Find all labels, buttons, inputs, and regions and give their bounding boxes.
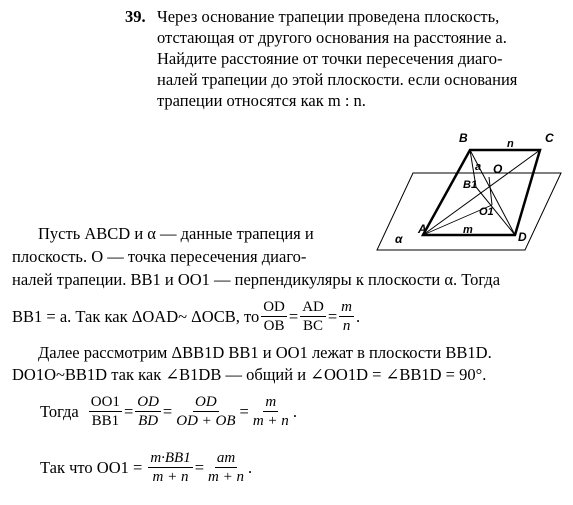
so-label: Так что OO1 =	[40, 457, 143, 477]
fraction-m-n: $\frac{m}{n}$	[341, 299, 353, 334]
problem-line-1: Через основание трапеции проведена плоскость,	[157, 7, 500, 26]
label-m: m	[463, 224, 473, 236]
solution-line-2: плоскость. O — точка пересечения диаго-	[12, 247, 307, 266]
label-c: C	[545, 131, 554, 145]
equation-so: Так что OO1 = $\frac{m\cdot BB1}{m + n}$ = $\frac{am}{m + n}$ .	[40, 450, 253, 485]
label-b: B	[459, 131, 468, 145]
problem-line-5: трапеции относятся как m : n.	[157, 91, 366, 110]
label-b1: B1	[463, 179, 478, 191]
label-a: a	[475, 161, 482, 173]
fraction-m-mn: $\frac{m}{m + n}$	[252, 394, 289, 429]
equation-then: Тогда $\frac{OO1}{BB1}$ = $\frac{OD}{BD}$ = $\frac{OD}{OD + OB}$ = $\frac{m}{m + n}$ .	[40, 394, 297, 429]
label-n: n	[507, 138, 514, 150]
solution-line-5: Далее рассмотрим ΔBB1D BB1 и OO1 лежат в плоскости BB1D.	[38, 343, 492, 362]
problem-line-2: отстающая от другого основания на расстояние a.	[157, 28, 507, 47]
label-d: D	[518, 230, 527, 244]
solution-line-1: Пусть ABCD и α — данные трапеция и	[38, 224, 314, 243]
label-o: O	[493, 162, 503, 176]
solution-line-4: BB1 = a. Так как ΔOAD~ ΔOCB, то $\frac{OD}{OB}$ = $\frac{AD}{BC}$ = $\frac{m}{n}$ .	[12, 299, 361, 334]
fraction-od-odob: $\frac{OD}{OD + OB}$	[176, 394, 236, 429]
fraction-od-bd: $\frac{OD}{BD}$	[137, 394, 159, 429]
solution-line-3: налей трапеции. BB1 и OO1 — перпендикуляры к плоскости α. Тогда	[12, 270, 501, 289]
fraction-oo1-bb1: $\frac{OO1}{BB1}$	[90, 394, 120, 429]
solution-line-4-text: BB1 = a. Так как ΔOAD~ ΔOCB, то	[12, 306, 260, 326]
diagonal-ac	[423, 150, 540, 235]
fraction-am-mn: $\frac{am}{m + n}$	[208, 450, 245, 485]
label-o1: O1	[479, 206, 494, 218]
label-a-vertex: A	[418, 222, 427, 236]
trapezoid-plane-figure	[375, 125, 565, 255]
problem-number: 39.	[125, 7, 146, 26]
problem-line-3: Найдите расстояние от точки пересечения диаго-	[157, 49, 503, 68]
then-label: Тогда	[40, 401, 79, 421]
solution-line-6: DO1O~BB1D так как ∠B1DB — общий и ∠OO1D = ∠BB1D = 90°.	[12, 365, 487, 384]
problem-line-4: налей трапеции до этой плоскости. если основания	[157, 70, 518, 89]
fraction-od-ob: $\frac{OD}{OB}$	[263, 299, 285, 334]
fraction-ad-bc: $\frac{AD}{BC}$	[302, 299, 324, 334]
fraction-mbb1-mn: $\frac{m\cdot BB1}{m + n}$	[150, 450, 191, 485]
label-alpha: α	[395, 232, 403, 246]
